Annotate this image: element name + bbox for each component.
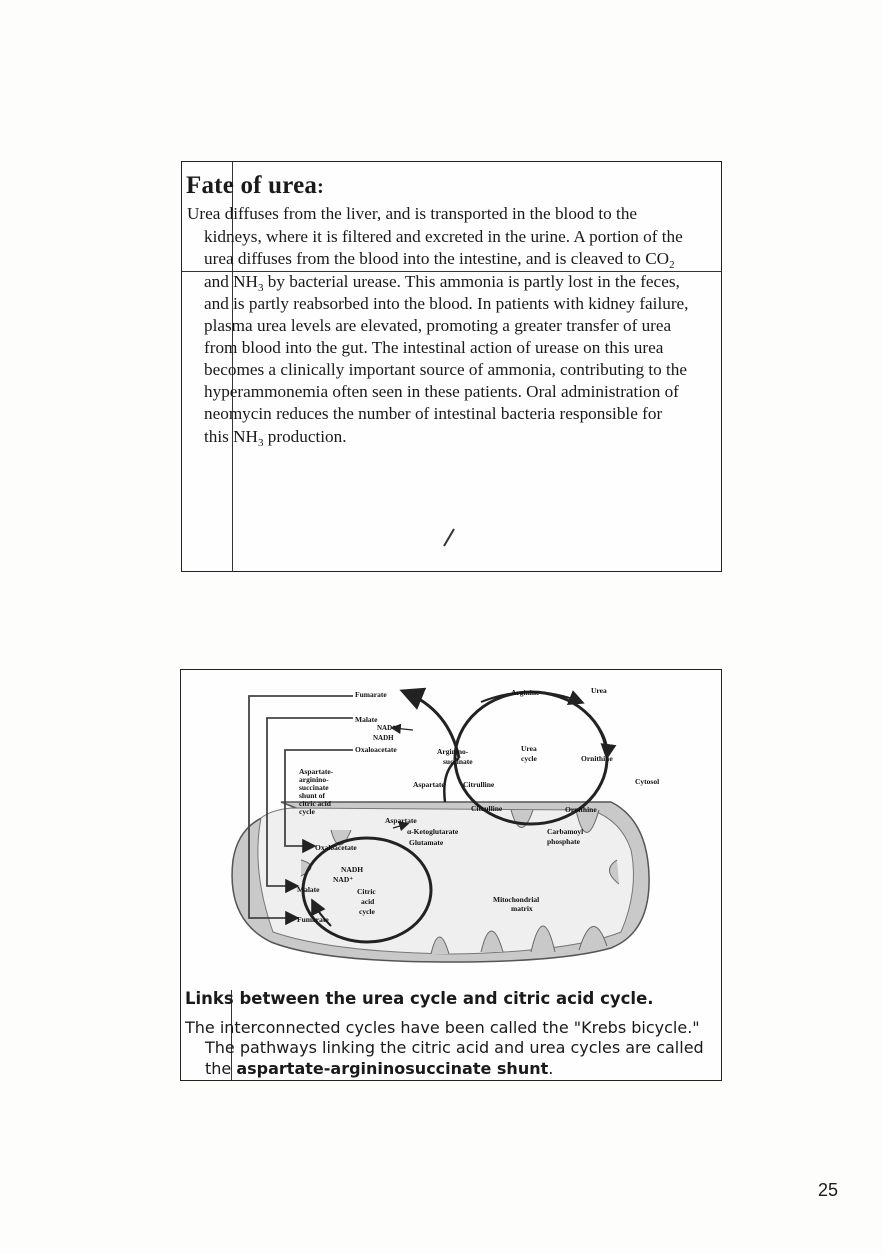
paragraph-line: kidneys, where it is filtered and excreted in the urine. A portion of the	[204, 227, 683, 246]
label-mitochondrial-matrix: matrix	[511, 904, 533, 913]
label-aspartate: Aspartate	[385, 816, 417, 825]
body-line: the aspartate-argininosuccinate shunt.	[205, 1059, 554, 1078]
label-nad-plus: NAD⁺	[377, 724, 396, 732]
label-ornithine: Ornithine	[581, 754, 613, 763]
paragraph-line: from blood into the gut. The intestinal action of urease on this urea	[204, 338, 664, 357]
label-shunt: succinate	[299, 783, 329, 792]
label-argininosuccinate: Arginino-	[437, 747, 469, 756]
label-argininosuccinate: succinate	[443, 757, 473, 766]
label-citrulline: Citrulline	[463, 780, 495, 789]
paragraph-line: hyperammonemia often seen in these patients. Oral administration of	[204, 382, 679, 401]
label-fumarate: Fumarate	[355, 690, 387, 699]
label-urea: Urea	[591, 686, 607, 695]
label-citrulline: Citrulline	[471, 804, 503, 813]
label-glutamate: Glutamate	[409, 838, 444, 847]
nad-arrow	[393, 728, 413, 730]
body-line: The pathways linking the citric acid and urea cycles are called	[205, 1038, 704, 1057]
label-citric-acid-cycle: acid	[361, 897, 375, 906]
label-shunt: citric acid	[299, 799, 331, 808]
paragraph-line: this $NH_3$ production.	[204, 427, 347, 449]
label-cytosol: Cytosol	[635, 777, 660, 786]
shunt-term: aspartate-argininosuccinate shunt	[236, 1059, 549, 1078]
label-urea-cycle: cycle	[521, 754, 537, 763]
label-citric-acid-cycle: Citric	[357, 887, 376, 896]
label-citric-acid-cycle: cycle	[359, 907, 375, 916]
label-ornithine: Ornithine	[565, 805, 597, 814]
label-carbamoyl-phosphate: phosphate	[547, 837, 580, 846]
label-carbamoyl-phosphate: Carbamoyl	[547, 827, 584, 836]
label-shunt: Aspartate-	[299, 767, 334, 776]
paragraph-line: becomes a clinically important source of ammonia, contributing to the	[204, 360, 688, 379]
label-aspartate: Aspartate	[413, 780, 445, 789]
label-alpha-ketoglutarate: α-Ketoglutarate	[407, 827, 459, 836]
slide-fate-of-urea	[181, 161, 722, 572]
label-fumarate: Fumarate	[297, 915, 329, 924]
label-oxaloacetate: Oxaloacetate	[355, 745, 397, 754]
label-malate: Malate	[355, 715, 378, 724]
label-nadh: NADH	[373, 734, 394, 742]
slide-title: Fate of urea:	[186, 172, 324, 199]
paragraph-line: and is partly reabsorbed into the blood. In patients with kidney failure,	[204, 294, 689, 313]
label-urea-cycle: Urea	[521, 744, 537, 753]
label-shunt: arginino-	[299, 775, 329, 784]
label-malate: Malate	[297, 885, 320, 894]
urea-citric-acid-diagram	[181, 670, 721, 980]
body-line: The interconnected cycles have been called the "Krebs bicycle."	[185, 1018, 700, 1037]
label-nad-plus: NAD⁺	[333, 875, 354, 884]
slide-title: Links between the urea cycle and citric acid cycle.	[185, 989, 654, 1008]
label-arginine: Arginine	[511, 688, 540, 697]
page-number: 25	[818, 1180, 839, 1200]
paragraph-line: and $NH_3$ by bacterial urease. This ammonia is partly lost in the feces,	[204, 272, 680, 294]
paragraph-line: neomycin reduces the number of intestinal bacteria responsible for	[204, 404, 663, 423]
label-oxaloacetate: Oxaloacetate	[315, 843, 357, 852]
label-shunt: cycle	[299, 807, 315, 816]
paragraph-line: plasma urea levels are elevated, promoting a greater transfer of urea	[204, 316, 672, 335]
paragraph-line: Urea diffuses from the liver, and is transported in the blood to the	[187, 204, 638, 223]
label-shunt: shunt of	[299, 791, 326, 800]
label-nadh: NADH	[341, 865, 364, 874]
slide-krebs-bicycle	[180, 669, 722, 1081]
pen-mark	[440, 526, 460, 548]
mitochondrion-shape	[232, 802, 649, 962]
label-mitochondrial-matrix: Mitochondrial	[493, 895, 540, 904]
paragraph-line: urea diffuses from the blood into the intestine, and is cleaved to $CO_2$	[204, 249, 675, 271]
